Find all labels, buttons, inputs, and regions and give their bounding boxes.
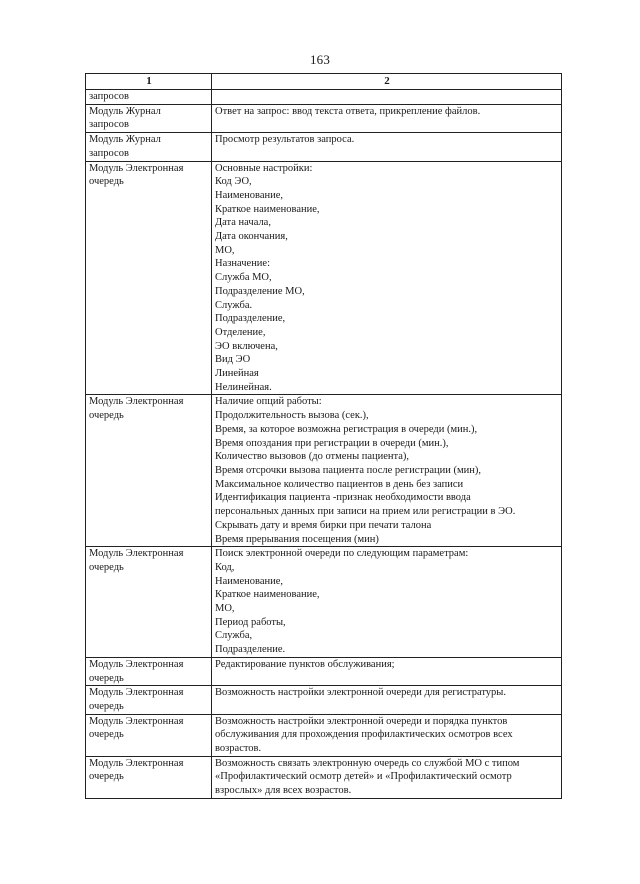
module-name-line: Модуль Журнал (89, 134, 161, 146)
function-line: Код ЭО, (215, 176, 252, 188)
module-name-line: Модуль Журнал (89, 105, 161, 117)
module-cell (86, 686, 212, 714)
function-line: ЭО включена, (215, 340, 278, 352)
function-line: обслуживания для прохождения профилактических осмотров всех (215, 729, 513, 741)
function-line: Время опоздания при регистрации в очереди (мин.), (215, 437, 449, 449)
function-line: Наименование, (215, 575, 284, 587)
module-cell (86, 714, 212, 756)
function-cell (212, 686, 562, 714)
function-cell (212, 657, 562, 685)
function-line: Время, за которое возможна регистрация в очереди (мин.), (215, 423, 478, 435)
table-row (86, 756, 562, 798)
function-cell (212, 395, 562, 547)
function-line: Служба. (215, 299, 253, 311)
module-cell (86, 133, 212, 161)
module-cell (86, 161, 212, 395)
function-line: Дата начала, (215, 217, 271, 229)
function-line: Краткое наименование, (215, 203, 320, 215)
function-line: «Профилактический осмотр детей» и «Профилактический осмотр (215, 771, 512, 783)
table-row (86, 657, 562, 685)
table-row (86, 714, 562, 756)
function-cell (212, 133, 562, 161)
function-line: Служба МО, (215, 272, 272, 284)
module-cell (86, 756, 212, 798)
function-line: МО, (215, 603, 235, 615)
column-header-1: 1 (86, 74, 212, 90)
function-cell (212, 104, 562, 132)
column-header-2: 2 (212, 74, 562, 90)
module-cell (86, 104, 212, 132)
module-name-line: очередь (89, 700, 124, 712)
function-line: Максимальное количество пациентов в день без записи (215, 478, 464, 490)
function-line: Вид ЭО (215, 354, 251, 366)
function-cell (212, 90, 562, 105)
module-name-line: запросов (89, 119, 129, 131)
function-line: взрослых» для всех возрастов. (215, 785, 352, 797)
header-row (86, 74, 562, 90)
table-row (86, 90, 562, 105)
function-line: Дата окончания, (215, 231, 288, 243)
function-line: Краткое наименование, (215, 589, 320, 601)
function-line: Идентификация пациента -признак необходимости ввода (215, 492, 471, 504)
module-name-line: Модуль Электронная (89, 548, 184, 560)
function-line: Наименование, (215, 189, 284, 201)
module-name-line: Модуль Электронная (89, 162, 184, 174)
function-cell (212, 714, 562, 756)
table-row (86, 133, 562, 161)
function-line: Основные настройки: (215, 162, 313, 174)
table-row (86, 686, 562, 714)
function-line: Назначение: (215, 258, 271, 270)
function-line: возрастов. (215, 743, 262, 755)
function-cell (212, 756, 562, 798)
function-line: Возможность связать электронную очередь со службой МО с типом (215, 757, 520, 769)
function-line: Время прерывания посещения (мин) (215, 533, 379, 545)
function-line: Наличие опций работы: (215, 396, 322, 408)
module-name-line: очередь (89, 771, 124, 783)
function-line: МО, (215, 244, 235, 256)
function-cell (212, 547, 562, 658)
module-name-line: Модуль Электронная (89, 396, 184, 408)
module-cell (86, 547, 212, 658)
module-name-line: запросов (89, 147, 129, 159)
module-name-line: запросов (89, 91, 129, 102)
table-row (86, 104, 562, 132)
function-line: Подразделение МО, (215, 285, 305, 297)
module-name-line: очередь (89, 729, 124, 741)
function-line: Период работы, (215, 616, 286, 628)
function-line: Количество вызовов (до отмены пациента), (215, 451, 410, 463)
module-cell (86, 657, 212, 685)
function-line: Подразделение. (215, 644, 286, 656)
function-line: Продолжительность вызова (сек.), (215, 410, 369, 422)
function-line: Нелинейная. (215, 381, 272, 393)
function-line: Поиск электронной очереди по следующим параметрам: (215, 548, 469, 560)
function-line: персональных данных при записи на прием или регистрации в ЭО. (215, 506, 516, 518)
function-line: Линейная (215, 368, 259, 380)
table-body (86, 90, 562, 799)
module-name-line: Модуль Электронная (89, 715, 184, 727)
page-number: 163 (309, 52, 331, 67)
function-line: Скрывать дату и время бирки при печати талона (215, 519, 432, 531)
function-line: Код, (215, 561, 235, 573)
function-line: Служба, (215, 630, 253, 642)
module-name-line: Модуль Электронная (89, 757, 184, 769)
module-name-line: очередь (89, 672, 124, 684)
module-name-line: Модуль Электронная (89, 687, 184, 699)
function-line: Просмотр результатов запроса. (215, 134, 355, 146)
module-cell (86, 395, 212, 547)
table-row (86, 547, 562, 658)
module-cell (86, 90, 212, 105)
module-name-line: очередь (89, 561, 124, 573)
requirements-table (85, 73, 562, 799)
function-cell (212, 161, 562, 395)
table-row (86, 395, 562, 547)
function-line: Время отсрочки вызова пациента после регистрации (мин), (215, 464, 482, 476)
function-line: Ответ на запрос: ввод текста ответа, прикрепление файлов. (215, 105, 481, 117)
function-line: Отделение, (215, 326, 266, 338)
function-line: Редактирование пунктов обслуживания; (215, 658, 395, 670)
module-name-line: очередь (89, 410, 124, 422)
function-line: Возможность настройки электронной очереди и порядка пунктов (215, 715, 508, 727)
module-name-line: очередь (89, 176, 124, 188)
function-line: Возможность настройки электронной очереди для регистратуры. (215, 687, 506, 699)
module-name-line: Модуль Электронная (89, 658, 184, 670)
table-row (86, 161, 562, 395)
function-line: Подразделение, (215, 313, 286, 325)
